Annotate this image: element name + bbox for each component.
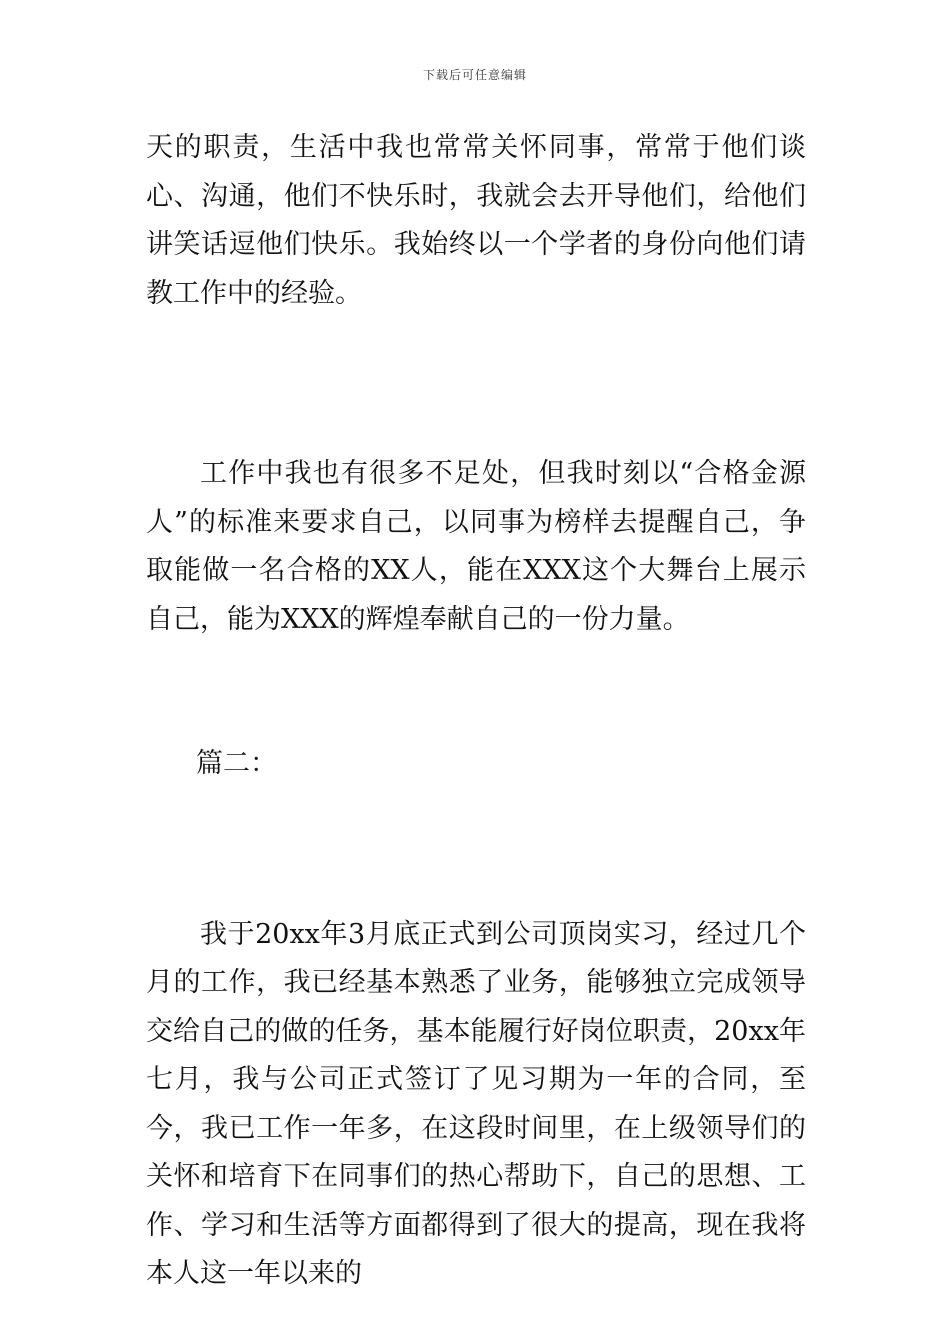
- heading-spacer: [146, 644, 806, 740]
- paragraph-continuation: 天的职责，生活中我也常常关怀同事，常常于他们谈心、沟通，他们不快乐时，我就会去开导他们，给他们讲笑话逗他们快乐。我始终以一个学者的身份向他们请教工作中的经验。: [146, 132, 806, 309]
- paragraph-spacer: [146, 318, 806, 450]
- paragraph-shortcomings: 工作中我也有很多不足处，但我时刻以“合格金源人”的标准来要求自己，以同事为榜样去提醒自己，争取能做一名合格的XX人，能在XXX这个大舞台上展示自己，能为XXX的辉煌奉献自己的一份力量。: [146, 458, 806, 635]
- heading-after-spacer: [146, 789, 806, 911]
- paragraph-internship: 我于20xx年3月底正式到公司顶岗实习，经过几个月的工作，我已经基本熟悉了业务，能够独立完成领导交给自己的做的任务，基本能履行好岗位职责，20xx年七月，我与公司正式签订了见习期为一年的合同，至今，我已工作一年多，在这段时间里，在上级领导们的关怀和培育下在同事们的热心帮助下，自己的思想、工作、学习和生活等方面都得到了很大的提高，现在我将本人这一年以来的: [146, 918, 806, 1289]
- section-heading: 篇二：: [196, 748, 277, 779]
- document-body: [146, 124, 806, 1299]
- page-header-note: 下载后可任意编辑: [422, 68, 527, 82]
